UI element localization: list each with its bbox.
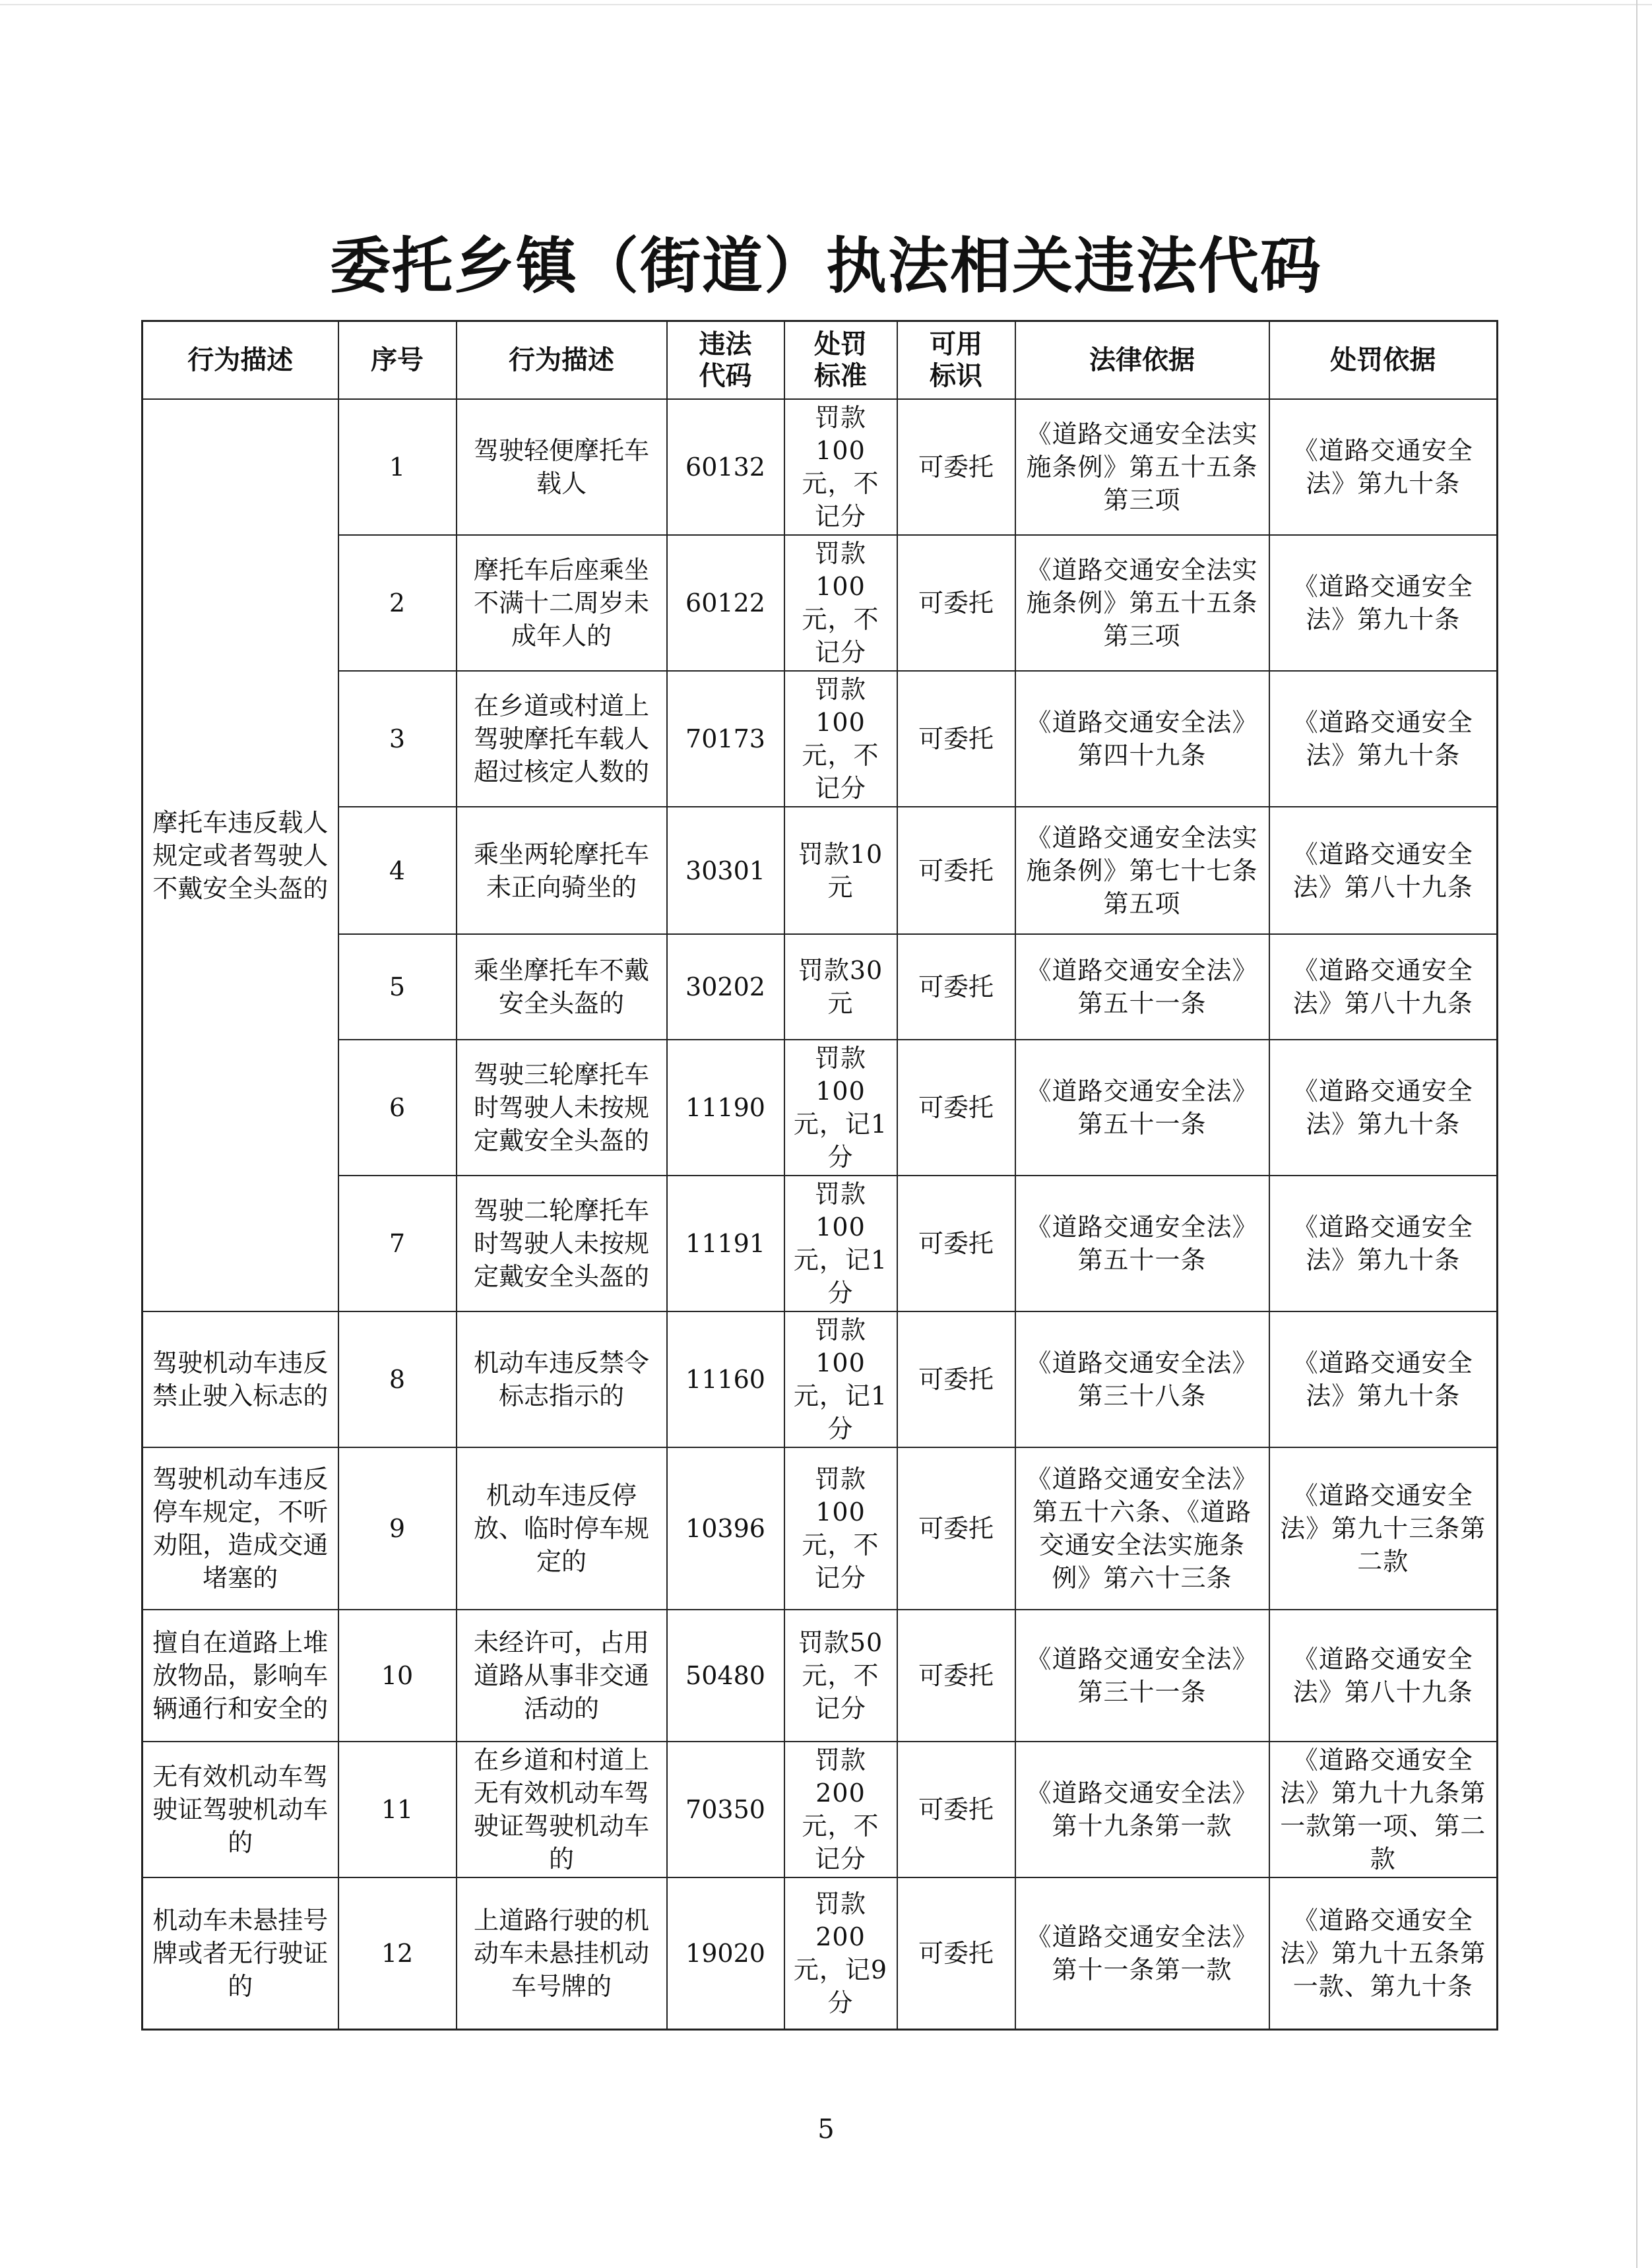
mark-cell: 可委托 xyxy=(897,535,1015,671)
penalty-cell: 罚款100元，不记分 xyxy=(784,535,897,671)
table-row xyxy=(143,1877,1498,2029)
penalty-cell: 罚款200元，记9分 xyxy=(784,1877,897,2029)
mark-cell: 可委托 xyxy=(897,807,1015,934)
seq-cell: 9 xyxy=(338,1447,457,1610)
seq-cell: 10 xyxy=(338,1610,457,1742)
table-row xyxy=(143,1040,1498,1176)
seq-cell: 5 xyxy=(338,934,457,1040)
table-row xyxy=(143,399,1498,535)
category-cell: 摩托车违反载人规定或者驾驶人不戴安全头盔的 xyxy=(143,399,338,1311)
scan-top-edge xyxy=(0,4,1652,5)
code-cell: 30301 xyxy=(667,807,784,934)
penalty-cell: 罚款100元，不记分 xyxy=(784,399,897,535)
page-title: 委托乡镇（街道）执法相关违法代码 xyxy=(329,231,1322,301)
table-row xyxy=(143,671,1498,807)
seq-cell: 4 xyxy=(338,807,457,934)
code-cell: 60122 xyxy=(667,535,784,671)
header-penalty xyxy=(784,321,897,400)
mark-cell: 可委托 xyxy=(897,1742,1015,1877)
desc-cell: 驾驶三轮摩托车时驾驶人未按规定戴安全头盔的 xyxy=(457,1040,667,1176)
legal-cell: 《道路交通安全法》第三十一条 xyxy=(1015,1610,1269,1742)
mark-cell: 可委托 xyxy=(897,399,1015,535)
table-header-row xyxy=(143,321,1498,400)
desc-cell: 在乡道和村道上无有效机动车驾驶证驾驶机动车的 xyxy=(457,1742,667,1877)
header-category: 行为描述 xyxy=(143,321,338,400)
table-row xyxy=(143,807,1498,934)
basis-cell: 《道路交通安全法》第九十九条第一款第一项、第二款 xyxy=(1269,1742,1498,1877)
desc-cell: 乘坐两轮摩托车未正向骑坐的 xyxy=(457,807,667,934)
desc-cell: 乘坐摩托车不戴安全头盔的 xyxy=(457,934,667,1040)
code-cell: 70350 xyxy=(667,1742,784,1877)
basis-cell: 《道路交通安全法》第八十九条 xyxy=(1269,807,1498,934)
basis-cell: 《道路交通安全法》第九十条 xyxy=(1269,535,1498,671)
header-legal: 法律依据 xyxy=(1015,321,1269,400)
scan-right-edge xyxy=(1636,0,1637,2268)
legal-cell: 《道路交通安全法》第十一条第一款 xyxy=(1015,1877,1269,2029)
penalty-cell: 罚款100元，记1分 xyxy=(784,1311,897,1447)
category-cell: 驾驶机动车违反停车规定，不听劝阻，造成交通堵塞的 xyxy=(143,1447,338,1610)
category-cell: 无有效机动车驾驶证驾驶机动车的 xyxy=(143,1742,338,1877)
basis-cell: 《道路交通安全法》第九十条 xyxy=(1269,1311,1498,1447)
desc-cell: 机动车违反停放、临时停车规定的 xyxy=(457,1447,667,1610)
seq-cell: 6 xyxy=(338,1040,457,1176)
desc-cell: 驾驶二轮摩托车时驾驶人未按规定戴安全头盔的 xyxy=(457,1176,667,1311)
header-code xyxy=(667,321,784,400)
legal-cell: 《道路交通安全法》第五十一条 xyxy=(1015,1176,1269,1311)
code-cell: 11191 xyxy=(667,1176,784,1311)
mark-cell: 可委托 xyxy=(897,1447,1015,1610)
category-cell: 机动车未悬挂号牌或者无行驶证的 xyxy=(143,1877,338,2029)
code-cell: 10396 xyxy=(667,1447,784,1610)
seq-cell: 2 xyxy=(338,535,457,671)
penalty-cell: 罚款100元，不记分 xyxy=(784,671,897,807)
legal-cell: 《道路交通安全法实施条例》第五十五条第三项 xyxy=(1015,399,1269,535)
seq-cell: 3 xyxy=(338,671,457,807)
mark-cell: 可委托 xyxy=(897,1877,1015,2029)
penalty-cell: 罚款50元，不记分 xyxy=(784,1610,897,1742)
mark-cell: 可委托 xyxy=(897,671,1015,807)
table-row xyxy=(143,1742,1498,1877)
page-number: 5 xyxy=(817,2114,835,2145)
basis-cell: 《道路交通安全法》第八十九条 xyxy=(1269,1610,1498,1742)
desc-cell: 驾驶轻便摩托车载人 xyxy=(457,399,667,535)
legal-cell: 《道路交通安全法实施条例》第七十七条第五项 xyxy=(1015,807,1269,934)
mark-cell: 可委托 xyxy=(897,1040,1015,1176)
legal-cell: 《道路交通安全法实施条例》第五十五条第三项 xyxy=(1015,535,1269,671)
desc-cell: 在乡道或村道上驾驶摩托车载人超过核定人数的 xyxy=(457,671,667,807)
desc-cell: 未经许可，占用道路从事非交通活动的 xyxy=(457,1610,667,1742)
header-mark-text: 可用标识 xyxy=(930,329,982,391)
seq-cell: 8 xyxy=(338,1311,457,1447)
header-mark xyxy=(897,321,1015,400)
basis-cell: 《道路交通安全法》第九十五条第一款、第九十条 xyxy=(1269,1877,1498,2029)
code-cell: 19020 xyxy=(667,1877,784,2029)
penalty-cell: 罚款100元，不记分 xyxy=(784,1447,897,1610)
basis-cell: 《道路交通安全法》第九十条 xyxy=(1269,1176,1498,1311)
header-basis: 处罚依据 xyxy=(1269,321,1498,400)
penalty-cell: 罚款30元 xyxy=(784,934,897,1040)
header-desc: 行为描述 xyxy=(457,321,667,400)
penalty-cell: 罚款200元，不记分 xyxy=(784,1742,897,1877)
code-cell: 30202 xyxy=(667,934,784,1040)
basis-cell: 《道路交通安全法》第九十条 xyxy=(1269,1040,1498,1176)
legal-cell: 《道路交通安全法》第五十六条、《道路交通安全法实施条例》第六十三条 xyxy=(1015,1447,1269,1610)
header-code-text: 违法代码 xyxy=(699,329,752,391)
mark-cell: 可委托 xyxy=(897,1176,1015,1311)
violation-code-table xyxy=(141,320,1498,2031)
code-cell: 70173 xyxy=(667,671,784,807)
legal-cell: 《道路交通安全法》第三十八条 xyxy=(1015,1311,1269,1447)
legal-cell: 《道路交通安全法》第五十一条 xyxy=(1015,934,1269,1040)
table-row xyxy=(143,1176,1498,1311)
basis-cell: 《道路交通安全法》第八十九条 xyxy=(1269,934,1498,1040)
mark-cell: 可委托 xyxy=(897,1311,1015,1447)
legal-cell: 《道路交通安全法》第十九条第一款 xyxy=(1015,1742,1269,1877)
category-cell: 擅自在道路上堆放物品，影响车辆通行和安全的 xyxy=(143,1610,338,1742)
mark-cell: 可委托 xyxy=(897,934,1015,1040)
table-row xyxy=(143,1311,1498,1447)
seq-cell: 11 xyxy=(338,1742,457,1877)
legal-cell: 《道路交通安全法》第五十一条 xyxy=(1015,1040,1269,1176)
desc-cell: 摩托车后座乘坐不满十二周岁未成年人的 xyxy=(457,535,667,671)
penalty-cell: 罚款10元 xyxy=(784,807,897,934)
seq-cell: 1 xyxy=(338,399,457,535)
basis-cell: 《道路交通安全法》第九十三条第二款 xyxy=(1269,1447,1498,1610)
basis-cell: 《道路交通安全法》第九十条 xyxy=(1269,671,1498,807)
seq-cell: 7 xyxy=(338,1176,457,1311)
table-row xyxy=(143,1610,1498,1742)
table-row xyxy=(143,535,1498,671)
desc-cell: 上道路行驶的机动车未悬挂机动车号牌的 xyxy=(457,1877,667,2029)
desc-cell: 机动车违反禁令标志指示的 xyxy=(457,1311,667,1447)
code-cell: 11160 xyxy=(667,1311,784,1447)
header-seq: 序号 xyxy=(338,321,457,400)
basis-cell: 《道路交通安全法》第九十条 xyxy=(1269,399,1498,535)
penalty-cell: 罚款100元，记1分 xyxy=(784,1176,897,1311)
code-cell: 11190 xyxy=(667,1040,784,1176)
header-penalty-text: 处罚标准 xyxy=(814,329,867,391)
penalty-cell: 罚款100元，记1分 xyxy=(784,1040,897,1176)
mark-cell: 可委托 xyxy=(897,1610,1015,1742)
code-cell: 60132 xyxy=(667,399,784,535)
code-cell: 50480 xyxy=(667,1610,784,1742)
category-cell: 驾驶机动车违反禁止驶入标志的 xyxy=(143,1311,338,1447)
table-row xyxy=(143,1447,1498,1610)
legal-cell: 《道路交通安全法》第四十九条 xyxy=(1015,671,1269,807)
seq-cell: 12 xyxy=(338,1877,457,2029)
table-row xyxy=(143,934,1498,1040)
